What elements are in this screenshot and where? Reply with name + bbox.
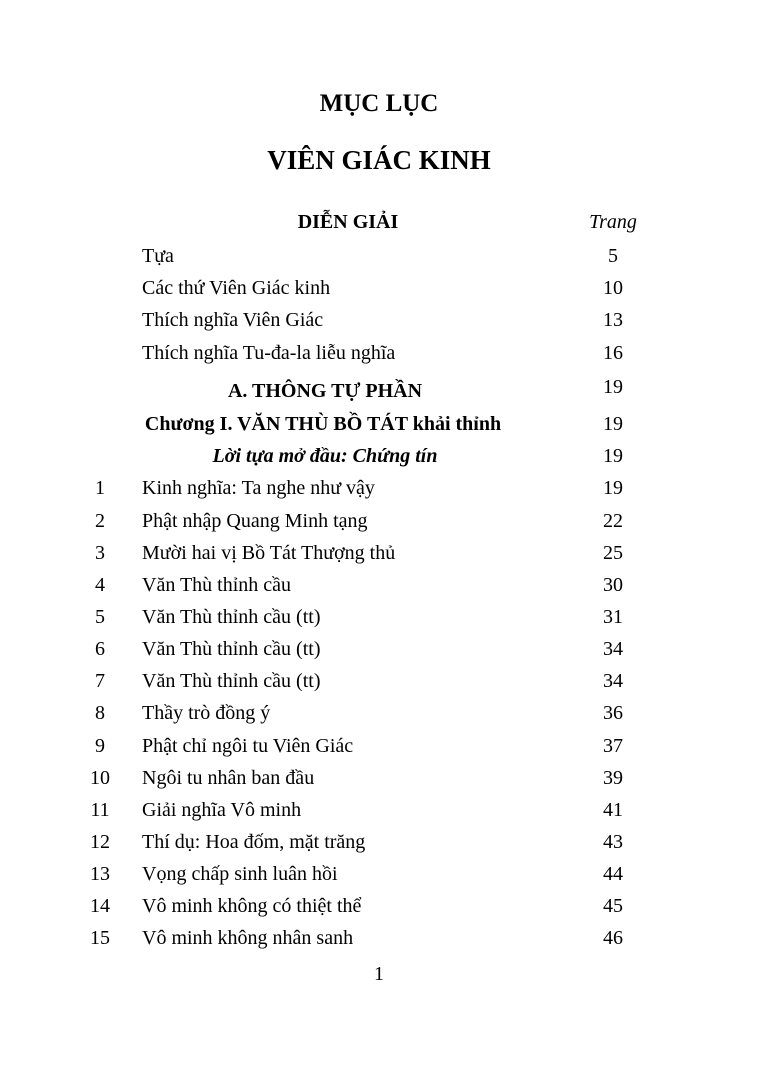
toc-entry-number: 12 — [90, 831, 110, 853]
toc-entry-number: 10 — [90, 767, 110, 789]
toc-entry-label: Mười hai vị Bồ Tát Thượng thủ — [142, 542, 396, 564]
page-title: MỤC LỤC — [319, 90, 439, 117]
toc-row — [0, 272, 758, 304]
toc-entry-page: 31 — [603, 606, 623, 628]
toc-entry-page: 16 — [603, 342, 623, 364]
toc-entry-label: Văn Thù thỉnh cầu (tt) — [142, 670, 321, 692]
toc-entry-label: Phật chỉ ngôi tu Viên Giác — [142, 735, 354, 757]
toc-row — [0, 826, 758, 858]
chapter-heading: Chương I. VĂN THÙ BỒ TÁT khải thỉnh — [144, 413, 502, 435]
toc-row — [0, 472, 758, 504]
toc-entry-number: 6 — [95, 638, 105, 660]
toc-entry-number: 15 — [90, 927, 110, 949]
toc-entry-label: Văn Thù thỉnh cầu — [142, 574, 292, 596]
toc-row — [0, 890, 758, 922]
page-number: 1 — [374, 963, 384, 985]
part-heading: A. THÔNG TỰ PHẦN — [227, 380, 423, 402]
toc-entry-page: 44 — [603, 863, 623, 885]
toc-entry-label: Thích nghĩa Viên Giác — [142, 309, 324, 331]
toc-entry-number: 7 — [95, 670, 105, 692]
toc-heading-row — [0, 408, 758, 440]
toc-entry-label: Ngôi tu nhân ban đầu — [142, 767, 315, 789]
toc-entry-page: 19 — [603, 445, 623, 467]
toc-entry-label: Tựa — [142, 245, 174, 267]
toc-entry-label: Phật nhập Quang Minh tạng — [142, 510, 368, 532]
toc-row — [0, 337, 758, 369]
toc-row — [0, 601, 758, 633]
toc-row — [0, 730, 758, 762]
toc-entry-number: 5 — [95, 606, 105, 628]
toc-row — [0, 633, 758, 665]
toc-row — [0, 569, 758, 601]
toc-row — [0, 762, 758, 794]
toc-entry-page: 22 — [603, 510, 623, 532]
toc-entry-page: 34 — [603, 638, 623, 660]
toc-entry-page: 45 — [603, 895, 623, 917]
toc-entry-page: 37 — [603, 735, 623, 757]
toc-entry-page: 41 — [603, 799, 623, 821]
toc-row — [0, 665, 758, 697]
toc-entry-page: 39 — [603, 767, 623, 789]
toc-entry-page: 13 — [603, 309, 623, 331]
toc-entry-page: 34 — [603, 670, 623, 692]
toc-entry-label: Vô minh không nhân sanh — [142, 927, 354, 949]
toc-entry-number: 11 — [90, 799, 110, 821]
toc-row — [0, 922, 758, 954]
toc-entry-label: Thích nghĩa Tu-đa-la liễu nghĩa — [142, 342, 396, 364]
toc-entry-label: Các thứ Viên Giác kinh — [142, 277, 331, 299]
toc-header-row — [0, 206, 758, 238]
toc-entry-number: 3 — [95, 542, 105, 564]
toc-entry-page: 19 — [603, 413, 623, 435]
toc-entry-number: 9 — [95, 735, 105, 757]
toc-row — [0, 697, 758, 729]
toc-heading-row — [0, 375, 758, 407]
toc-row — [0, 304, 758, 336]
toc-entry-page: 43 — [603, 831, 623, 853]
toc-entry-label: Văn Thù thỉnh cầu (tt) — [142, 638, 321, 660]
toc-entry-label: Thí dụ: Hoa đốm, mặt trăng — [142, 831, 366, 853]
toc-row — [0, 505, 758, 537]
section-heading: DIỄN GIẢI — [297, 211, 399, 233]
page-subtitle: VIÊN GIÁC KINH — [267, 145, 491, 175]
toc-row — [0, 240, 758, 272]
toc-entry-page: 19 — [603, 376, 623, 398]
toc-entry-number: 8 — [95, 702, 105, 724]
toc-entry-label: Vô minh không có thiệt thể — [142, 895, 362, 917]
toc-entry-label: Vọng chấp sinh luân hồi — [142, 863, 338, 885]
toc-entry-page: 46 — [603, 927, 623, 949]
toc-entry-page: 36 — [603, 702, 623, 724]
toc-entry-page: 10 — [603, 277, 623, 299]
toc-entry-number: 1 — [95, 477, 105, 499]
toc-entry-number: 4 — [95, 574, 105, 596]
toc-entry-label: Kinh nghĩa: Ta nghe như vậy — [142, 477, 375, 499]
toc-entry-page: 30 — [603, 574, 623, 596]
toc-entry-label: Thầy trò đồng ý — [142, 702, 271, 724]
toc-heading-row — [0, 440, 758, 472]
toc-entry-page: 19 — [603, 477, 623, 499]
toc-entry-number: 13 — [90, 863, 110, 885]
toc-entry-label: Văn Thù thỉnh cầu (tt) — [142, 606, 321, 628]
toc-entry-number: 14 — [90, 895, 110, 917]
toc-entry-label: Giải nghĩa Vô minh — [142, 799, 302, 821]
toc-row — [0, 858, 758, 890]
toc-entry-page: 25 — [603, 542, 623, 564]
page-column-label: Trang — [589, 211, 637, 233]
toc-entry-number: 2 — [95, 510, 105, 532]
subsection-heading: Lời tựa mở đầu: Chứng tín — [212, 445, 438, 467]
toc-entry-page: 5 — [608, 245, 618, 267]
toc-row — [0, 794, 758, 826]
toc-row — [0, 537, 758, 569]
